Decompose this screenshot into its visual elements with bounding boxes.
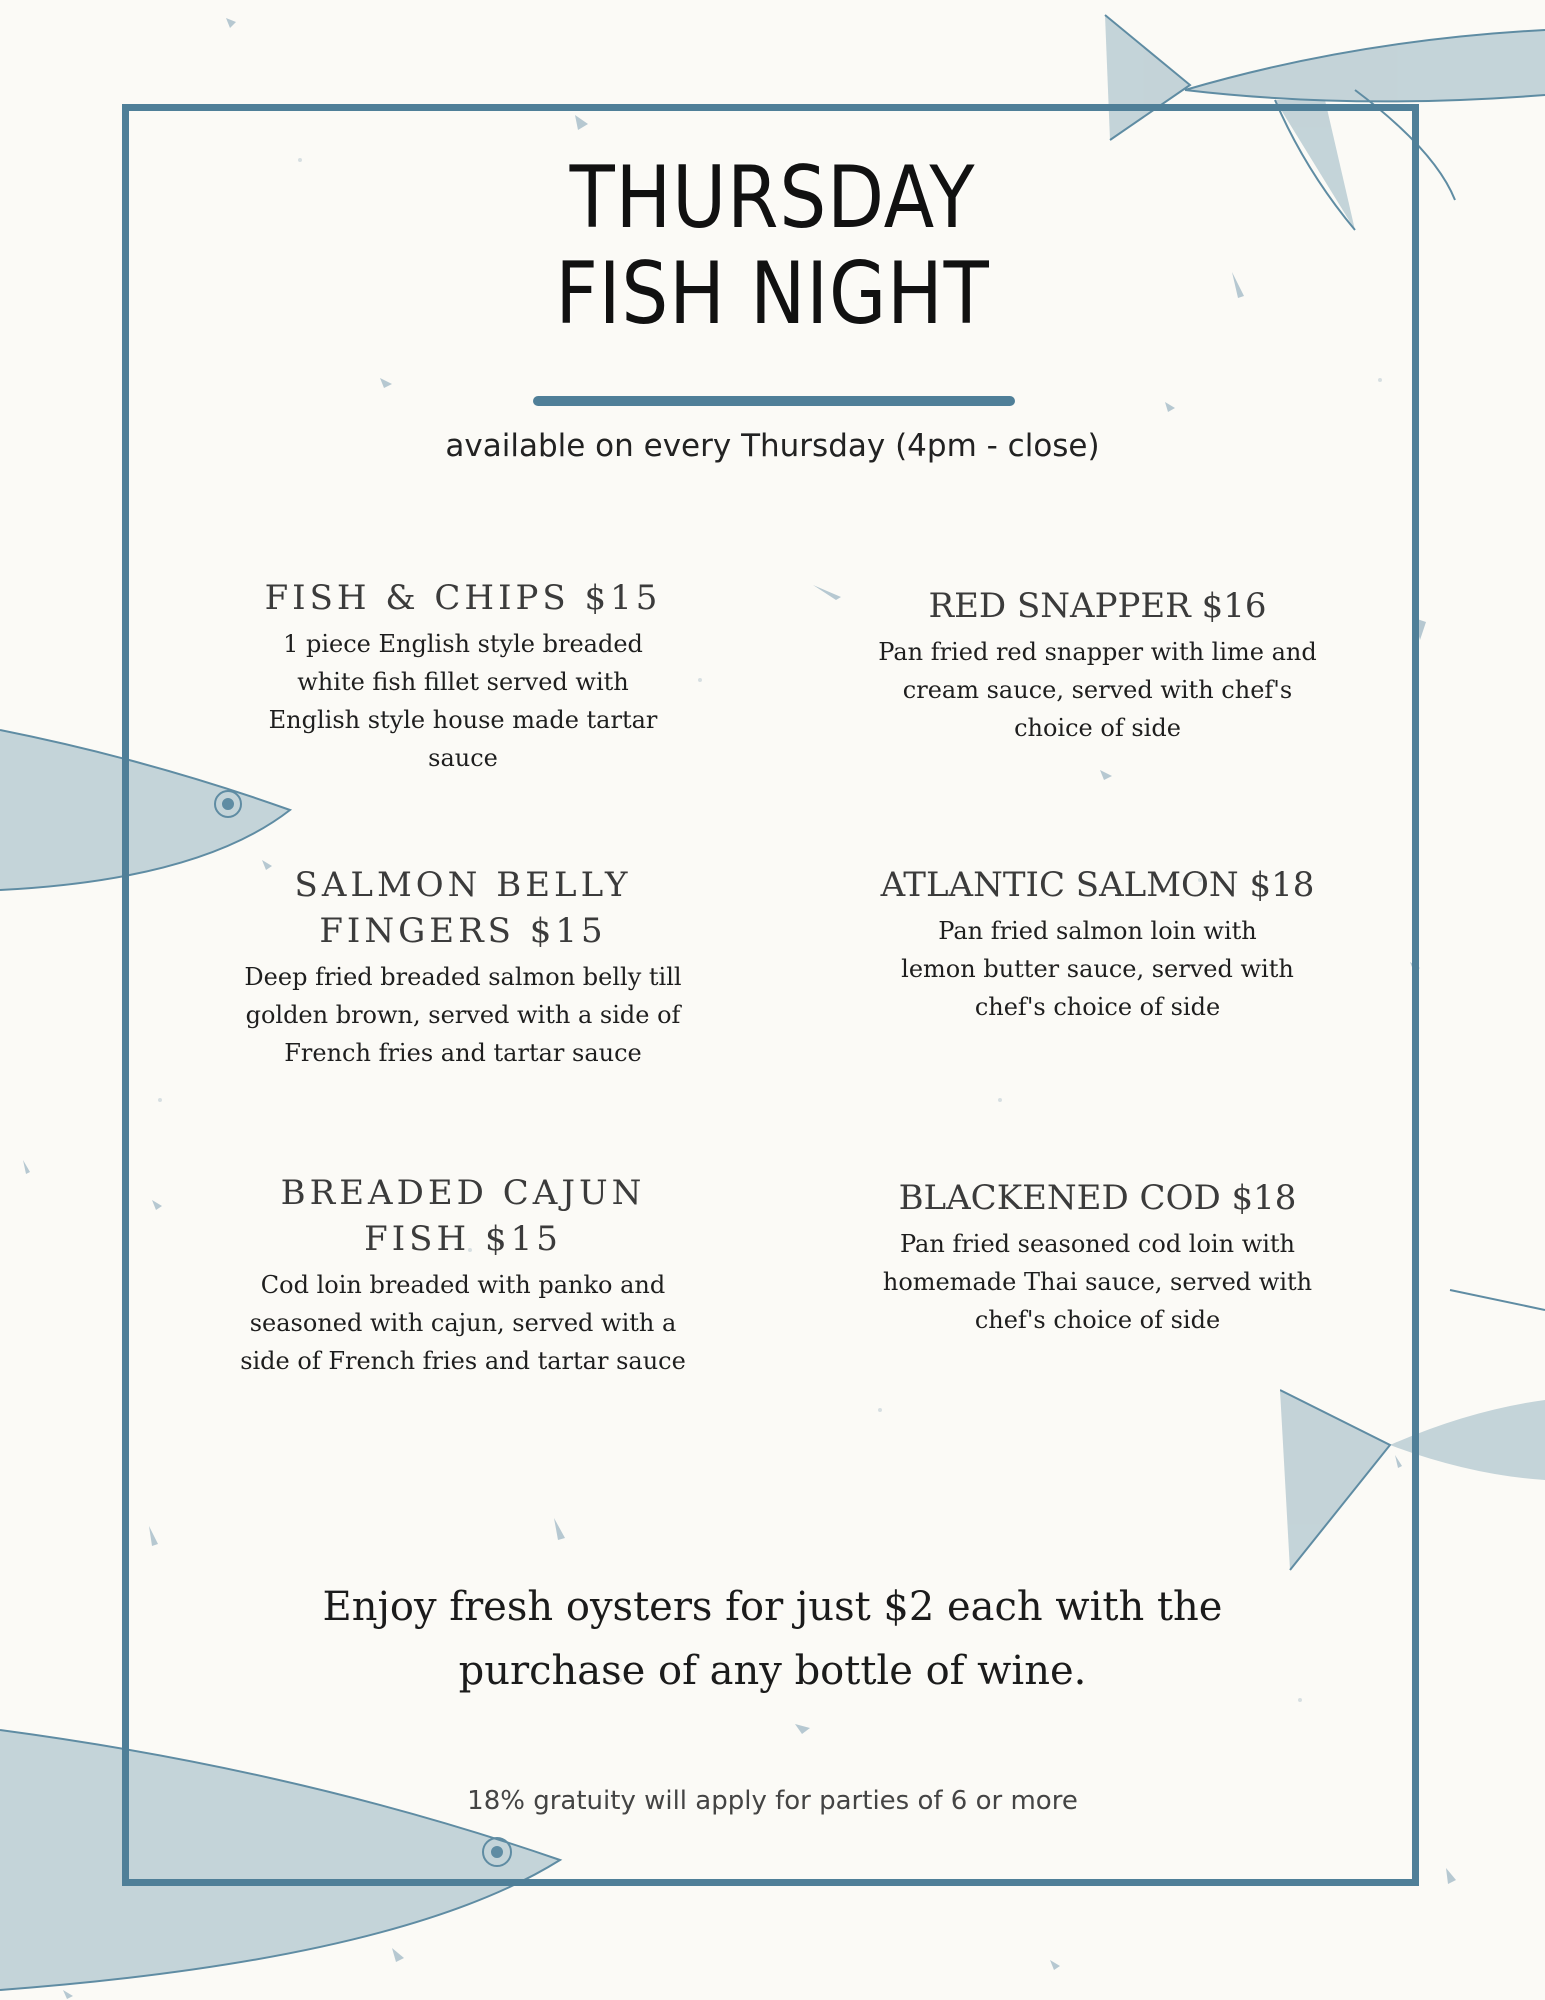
item-price: $15: [529, 911, 607, 951]
oyster-promo: [0, 1575, 1545, 1703]
item-heading: [228, 1170, 698, 1262]
item-description: Cod loin breaded with panko and seasoned with cajun, served with a side of French fries and tartar sauce: [240, 1271, 686, 1375]
title-line-1: THURSDAY: [569, 148, 976, 248]
title-line-2: FISH NIGHT: [555, 244, 990, 344]
item-heading: [228, 575, 698, 621]
item-heading: [860, 583, 1335, 629]
menu-item: [228, 862, 698, 1072]
menu-subtitle: available on every Thursday (4pm - close): [445, 428, 1100, 464]
menu-item: [228, 575, 698, 777]
item-description: Pan fried red snapper with lime and cream sauce, served with chef's choice of side: [878, 638, 1317, 742]
item-description: Pan fried seasoned cod loin with homemade Thai sauce, served with chef's choice of side: [882, 1230, 1313, 1334]
gratuity-note: 18% gratuity will apply for parties of 6 or more: [467, 1786, 1078, 1816]
item-name: FISH & CHIPS: [264, 578, 570, 618]
item-name: BREADED CAJUN FISH: [280, 1173, 646, 1259]
item-price: $15: [584, 578, 662, 618]
item-heading: [228, 862, 698, 954]
item-heading: [860, 862, 1335, 908]
item-name: BLACKENED COD: [898, 1178, 1221, 1218]
title-underline: [533, 396, 1015, 406]
menu-item: [228, 1170, 698, 1380]
item-name: SALMON BELLY FINGERS: [294, 865, 632, 951]
promo-text: Enjoy fresh oysters for just $2 each with the purchase of any bottle of wine.: [322, 1584, 1223, 1694]
item-price: $15: [484, 1219, 562, 1259]
item-heading: [860, 1175, 1335, 1221]
menu-item: [860, 1175, 1335, 1339]
item-description: 1 piece English style breaded white fish fillet served with English style house made tartar sauce: [268, 630, 658, 772]
menu-item: [860, 862, 1335, 1026]
item-description: Pan fried salmon loin with lemon butter sauce, served with chef's choice of side: [901, 917, 1294, 1021]
menu-item: [860, 583, 1335, 747]
item-name: RED SNAPPER: [928, 586, 1191, 626]
item-description: Deep fried breaded salmon belly till golden brown, served with a side of French fries and tartar sauce: [244, 963, 682, 1067]
item-price: $18: [1231, 1178, 1297, 1218]
menu-title: [108, 150, 1437, 342]
item-price: $16: [1201, 586, 1267, 626]
item-price: $18: [1249, 865, 1315, 905]
item-name: ATLANTIC SALMON: [880, 865, 1239, 905]
